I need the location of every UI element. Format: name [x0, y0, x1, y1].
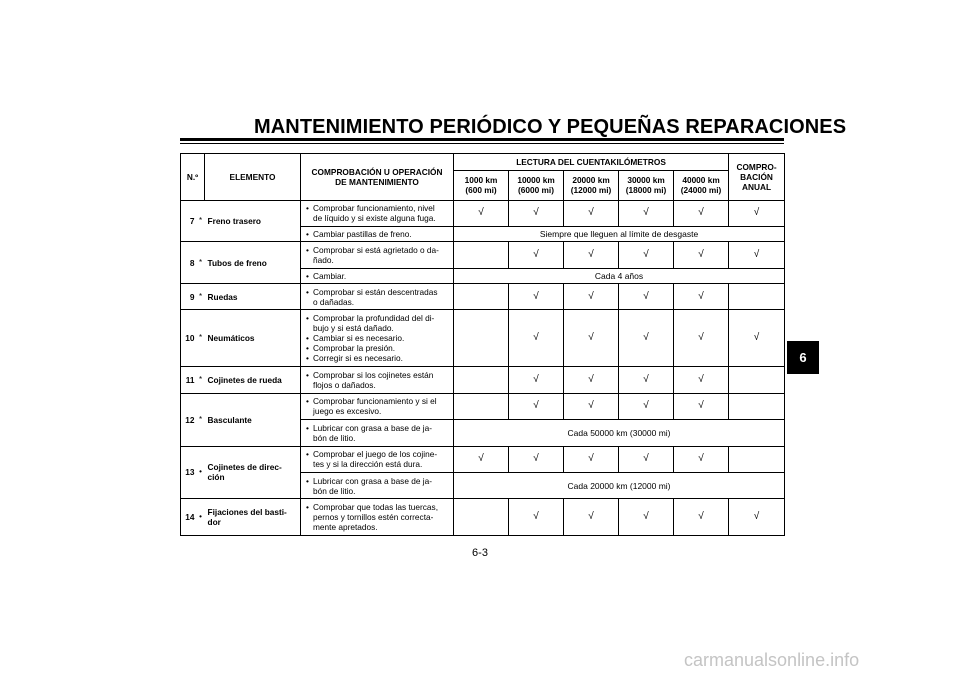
check-mark: √ — [564, 310, 619, 367]
row-element: Cojinetes de direc- ción — [205, 446, 301, 499]
row-number: 7 — [181, 200, 197, 242]
row-operation: • Comprobar funcionamiento y si el juego es excesivo. — [301, 393, 454, 419]
row-number: 12 — [181, 393, 197, 446]
title-rule — [180, 138, 784, 141]
row-operation: • Comprobar si están descentradas o dañadas. — [301, 284, 454, 310]
row-operation: • Lubricar con grasa a base de ja- bón de litio. — [301, 420, 454, 446]
header-operation-line1: COMPROBACIÓN U OPERACIÓN — [311, 166, 443, 177]
row-operation: • Comprobar el juego de los cojine- tes y si la dirección está dura. — [301, 446, 454, 472]
page-number: 6-3 — [472, 547, 488, 559]
check-mark: √ — [674, 242, 729, 268]
header-operation-line2: DE MANTENIMIENTO — [335, 176, 419, 187]
row-marker: • — [197, 446, 205, 499]
interval-km: 1000 km — [464, 175, 498, 186]
table-row — [181, 367, 785, 393]
row-element: Tubos de freno — [205, 242, 301, 284]
check-mark: √ — [564, 499, 619, 536]
row-number: 8 — [181, 242, 197, 284]
empty-cell — [454, 284, 509, 310]
row-number: 10 — [181, 310, 197, 367]
check-mark: √ — [674, 393, 729, 419]
row-element: Fijaciones del basti- dor — [205, 499, 301, 536]
header-interval-1 — [454, 171, 509, 200]
interval-km: 10000 km — [517, 175, 555, 186]
interval-km: 30000 km — [627, 175, 665, 186]
header-interval-3 — [564, 171, 619, 200]
empty-cell — [454, 242, 509, 268]
interval-note: Cada 20000 km (12000 mi) — [454, 472, 785, 498]
header-annual-line3: ANUAL — [742, 181, 772, 192]
check-mark: √ — [509, 242, 564, 268]
check-mark: √ — [674, 367, 729, 393]
interval-mi: (600 mi) — [465, 185, 497, 196]
row-marker: * — [197, 200, 205, 242]
row-element: Cojinetes de rueda — [205, 367, 301, 393]
check-mark: √ — [564, 393, 619, 419]
check-mark: √ — [729, 242, 785, 268]
check-mark: √ — [674, 499, 729, 536]
header-interval-4 — [619, 171, 674, 200]
table-row — [181, 310, 785, 367]
check-mark: √ — [619, 284, 674, 310]
table-row — [181, 242, 785, 268]
empty-cell — [454, 393, 509, 419]
row-operation: • Cambiar pastillas de freno. — [301, 227, 454, 242]
row-number: 14 — [181, 499, 197, 536]
interval-km: 20000 km — [572, 175, 610, 186]
check-mark: √ — [619, 393, 674, 419]
watermark: carmanualsonline.info — [684, 650, 860, 670]
interval-mi: (12000 mi) — [570, 185, 612, 196]
header-row-1 — [181, 154, 785, 171]
check-mark: √ — [454, 446, 509, 472]
row-operation: • Lubricar con grasa a base de ja- bón de litio. — [301, 472, 454, 498]
check-mark: √ — [674, 284, 729, 310]
check-mark: √ — [619, 200, 674, 226]
row-operation: • Cambiar. — [301, 268, 454, 283]
interval-mi: (6000 mi) — [518, 185, 554, 196]
interval-note: Cada 50000 km (30000 mi) — [454, 420, 785, 446]
header-annual-line2: BACIÓN — [740, 171, 773, 182]
row-operation: • Comprobar si los cojinetes están flojos o dañados. — [301, 367, 454, 393]
check-mark: √ — [619, 367, 674, 393]
check-mark: √ — [509, 393, 564, 419]
interval-note: Siempre que lleguen al límite de desgaste — [454, 227, 785, 242]
table-row — [181, 499, 785, 536]
check-mark: √ — [509, 446, 564, 472]
check-mark: √ — [674, 446, 729, 472]
row-operation: • Comprobar funcionamiento, nivel de líquido y si existe alguna fuga. — [301, 200, 454, 226]
header-annual-line1: COMPRO- — [736, 161, 777, 172]
page-title: MANTENIMIENTO PERIÓDICO Y PEQUEÑAS REPARACIONES — [254, 116, 847, 138]
check-mark: √ — [454, 200, 509, 226]
table-row — [181, 393, 785, 419]
row-marker: * — [197, 310, 205, 367]
check-mark: √ — [564, 367, 619, 393]
empty-cell — [729, 446, 785, 472]
check-mark: √ — [509, 284, 564, 310]
row-operation: • Comprobar la profundidad del di- bujo y si está dañado. • Cambiar si es necesario. • Comprobar la presión. • Corregir si es necesario. — [301, 310, 454, 367]
header-interval-2 — [509, 171, 564, 200]
empty-cell — [454, 367, 509, 393]
check-mark: √ — [564, 446, 619, 472]
interval-mi: (18000 mi) — [625, 185, 667, 196]
row-marker: * — [197, 393, 205, 446]
empty-cell — [729, 284, 785, 310]
row-operation: • Comprobar si está agrietado o da- ñado. — [301, 242, 454, 268]
check-mark: √ — [509, 310, 564, 367]
interval-mi: (24000 mi) — [680, 185, 722, 196]
check-mark: √ — [674, 200, 729, 226]
row-number: 11 — [181, 367, 197, 393]
maintenance-table — [180, 153, 785, 536]
empty-cell — [729, 393, 785, 419]
row-marker: * — [197, 242, 205, 284]
empty-cell — [729, 367, 785, 393]
row-marker: • — [197, 499, 205, 536]
header-interval-5 — [674, 171, 729, 200]
check-mark: √ — [619, 310, 674, 367]
interval-km: 40000 km — [682, 175, 720, 186]
title-rule-thin — [180, 143, 784, 144]
header-odometer: LECTURA DEL CUENTAKILÓMETROS — [454, 154, 729, 171]
header-element: ELEMENTO — [205, 154, 301, 201]
row-number: 13 — [181, 446, 197, 499]
empty-cell — [454, 310, 509, 367]
row-element: Neumáticos — [205, 310, 301, 367]
check-mark: √ — [564, 242, 619, 268]
header-operation — [301, 154, 454, 201]
check-mark: √ — [564, 284, 619, 310]
interval-note: Cada 4 años — [454, 268, 785, 283]
check-mark: √ — [619, 242, 674, 268]
row-marker: * — [197, 367, 205, 393]
table-row — [181, 446, 785, 472]
check-mark: √ — [729, 310, 785, 367]
check-mark: √ — [509, 200, 564, 226]
check-mark: √ — [729, 200, 785, 226]
chapter-tab: 6 — [787, 341, 819, 374]
empty-cell — [454, 499, 509, 536]
header-annual — [729, 154, 785, 201]
check-mark: √ — [564, 200, 619, 226]
row-operation: • Comprobar que todas las tuercas, pernos y tornillos estén correcta- mente apretados. — [301, 499, 454, 536]
check-mark: √ — [619, 446, 674, 472]
table-row — [181, 200, 785, 226]
check-mark: √ — [619, 499, 674, 536]
row-element: Ruedas — [205, 284, 301, 310]
header-num: N.º — [181, 154, 205, 201]
check-mark: √ — [729, 499, 785, 536]
row-element: Freno trasero — [205, 200, 301, 242]
check-mark: √ — [509, 499, 564, 536]
row-marker: * — [197, 284, 205, 310]
table-row — [181, 284, 785, 310]
check-mark: √ — [674, 310, 729, 367]
row-number: 9 — [181, 284, 197, 310]
row-element: Basculante — [205, 393, 301, 446]
check-mark: √ — [509, 367, 564, 393]
